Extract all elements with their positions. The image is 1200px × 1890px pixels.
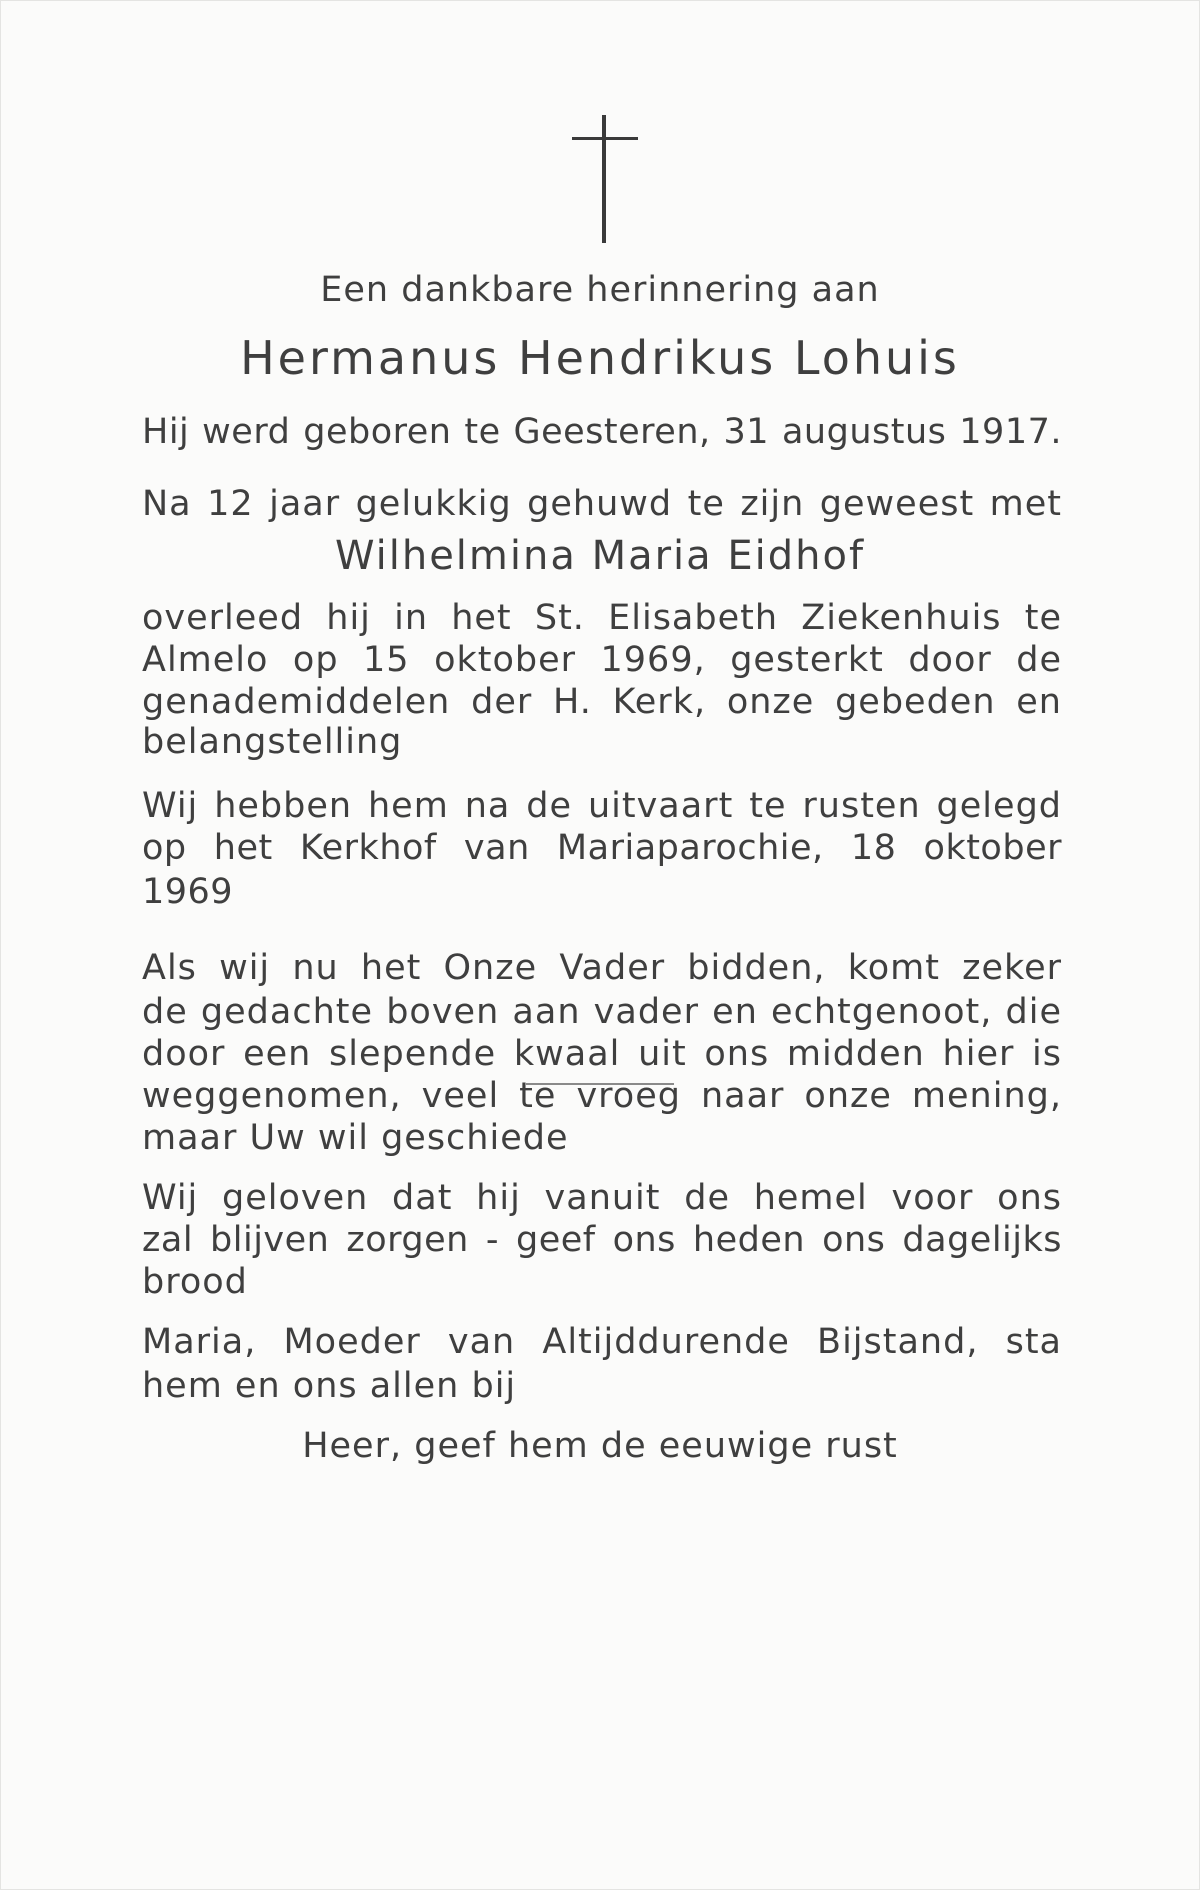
intro-text: Een dankbare herinnering aan	[320, 270, 880, 310]
burial-line-1: Wij hebben hem na de uitvaart te rusten gelegd	[142, 786, 1062, 826]
prayer1-line-1: Als wij nu het Onze Vader bidden, komt zeker	[142, 948, 1062, 988]
prayer1-line-4: weggenomen, veel te vroeg naar onze mening,	[142, 1076, 1062, 1116]
prayer3-line-2: hem en ons allen bij	[142, 1366, 517, 1406]
death-line-1: overleed hij in het St. Elisabeth Ziekenhuis te	[142, 598, 1062, 638]
burial-line-2: op het Kerkhof van Mariaparochie, 18 oktober 1969	[142, 828, 1062, 912]
prayer1-line-5: maar Uw wil geschiede	[142, 1118, 569, 1158]
cross-icon	[570, 115, 640, 245]
death-line-2: Almelo op 15 oktober 1969, gesterkt door de	[142, 640, 1062, 680]
prayer1-line-2: de gedachte boven aan vader en echtgenoot, die	[142, 992, 1062, 1032]
married-intro: Na 12 jaar gelukkig gehuwd te zijn geweest met	[142, 484, 1062, 524]
prayer1-line-3: door een slepende kwaal uit ons midden hier is	[142, 1034, 1062, 1074]
prayer2-line-3: brood	[142, 1262, 248, 1302]
spouse-name: Wilhelmina Maria Eidhof	[334, 533, 866, 579]
death-line-4: belangstelling	[142, 722, 403, 762]
deceased-name: Hermanus Hendrikus Lohuis	[240, 331, 960, 385]
prayer2-line-2: zal blijven zorgen - geef ons heden ons dagelijks	[142, 1220, 1062, 1260]
prayer3-line-1: Maria, Moeder van Altijddurende Bijstand, sta	[142, 1322, 1062, 1362]
closing-prayer: Heer, geef hem de eeuwige rust	[302, 1426, 898, 1466]
birth-line: Hij werd geboren te Geesteren, 31 augustus 1917.	[142, 412, 1062, 452]
prayer2-line-1: Wij geloven dat hij vanuit de hemel voor ons	[142, 1178, 1062, 1218]
death-line-3: genademiddelen der H. Kerk, onze gebeden en	[142, 682, 1062, 722]
